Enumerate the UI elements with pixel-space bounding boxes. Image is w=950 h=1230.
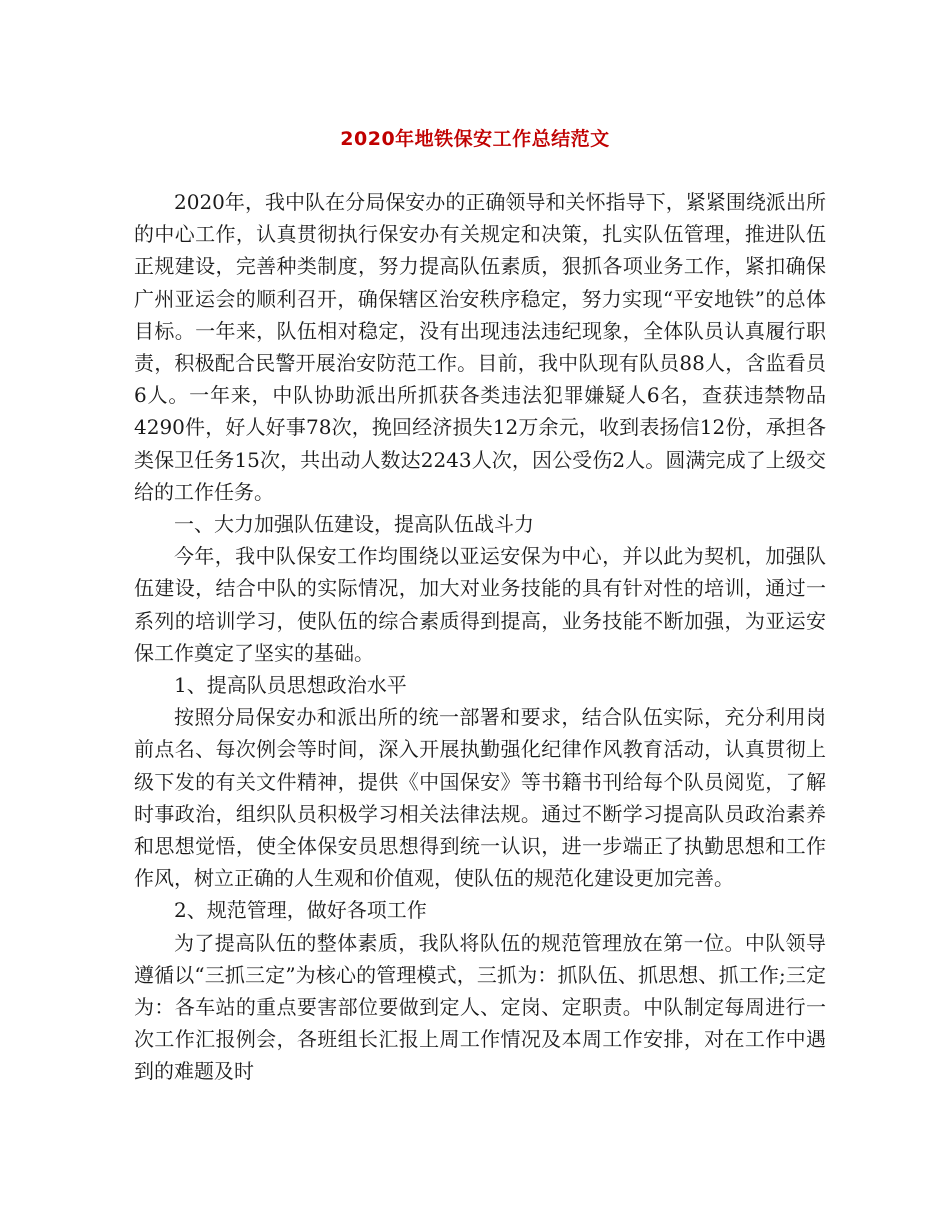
document-body	[134, 186, 826, 1088]
paragraph-subsection-2: 为了提高队伍的整体素质，我队将队伍的规范管理放在第一位。中队领导遵循以“三抓三定”为核心的管理模式，三抓为：抓队伍、抓思想、抓工作;三定为：各车站的重点要害部位要做到定人、定岗、定职责。中队制定每周进行一次工作汇报例会，各班组长汇报上周工作情况及本周工作安排，对在工作中遇到的难题及时	[134, 930, 826, 1084]
paragraph-section-1: 今年，我中队保安工作均围绕以亚运安保为中心，并以此为契机，加强队伍建设，结合中队的实际情况，加大对业务技能的具有针对性的培训，通过一系列的培训学习，使队伍的综合素质得到提高，业务技能不断加强，为亚运安保工作奠定了坚实的基础。	[134, 544, 826, 665]
subsection-heading-1: 1、提高队员思想政治水平	[174, 673, 407, 698]
paragraph-intro: 2020年，我中队在分局保安办的正确领导和关怀指导下，紧紧围绕派出所的中心工作，认真贯彻执行保安办有关规定和决策，扎实队伍管理，推进队伍正规建设，完善种类制度，努力提高队伍素质，狠抓各项业务工作，紧扣确保广州亚运会的顺利召开，确保辖区治安秩序稳定，努力实现“平安地铁”的总体目标。一年来，队伍相对稳定，没有出现违法违纪现象，全体队员认真履行职责，积极配合民警开展治安防范工作。目前，我中队现有队员88人，含监看员6人。一年来，中队协助派出所抓获各类违法犯罪嫌疑人6名，查获违禁物品4290件，好人好事78次，挽回经济损失12万余元，收到表扬信12份，承担各类保卫任务15次，共出动人数达2243人次，因公受伤2人。圆满完成了上级交给的工作任务。	[134, 190, 826, 504]
document-title: 2020年地铁保安工作总结范文	[340, 128, 610, 150]
subsection-heading-2: 2、规范管理，做好各项工作	[174, 898, 427, 923]
section-heading-1: 一、大力加强队伍建设，提高队伍战斗力	[174, 512, 534, 537]
paragraph-subsection-1: 按照分局保安办和派出所的统一部署和要求，结合队伍实际，充分利用岗前点名、每次例会等时间，深入开展执勤强化纪律作风教育活动，认真贯彻上级下发的有关文件精神，提供《中国保安》等书籍书刊给每个队员阅览，了解时事政治，组织队员积极学习相关法律法规。通过不断学习提高队员政治素养和思想觉悟，使全体保安员思想得到统一认识，进一步端正了执勤思想和工作作风，树立正确的人生观和价值观，使队伍的规范化建设更加完善。	[134, 705, 826, 891]
